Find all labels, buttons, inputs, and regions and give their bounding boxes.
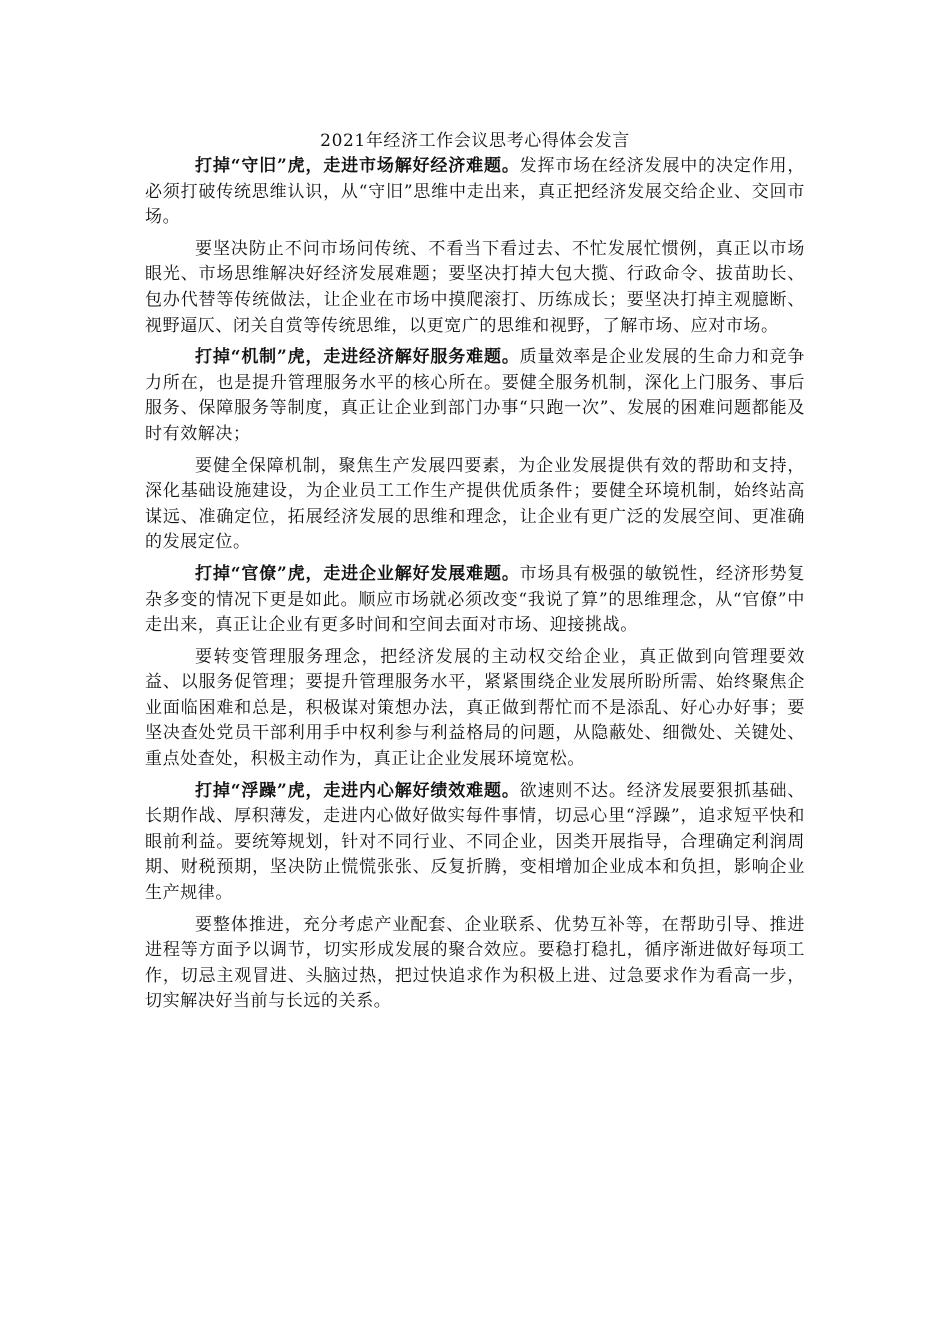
section-1-lead: 发挥市场在经济发展中的决定作用，必须打破传统思维认识，从“守旧”思维中走出来，真正把经济发展交给企业、交回市场。 <box>145 156 805 228</box>
section-1-heading: 打掉“守旧”虎，走进市场解好经济难题。 <box>195 156 520 176</box>
section-2-body: 要健全保障机制，聚焦生产发展四要素，为企业发展提供有效的帮助和支持，深化基础设施建设，为企业员工工作生产提供优质条件；要健全环境机制，始终站高谋远、准确定位，拓展经济发展的思维和理念，让企业有更广泛的发展空间、更准确的发展定位。 <box>145 455 805 553</box>
section-1-lead-paragraph <box>145 154 805 231</box>
section-2-lead: 质量效率是企业发展的生命力和竞争力所在，也是提升管理服务水平的核心所在。要健全服务机制，深化上门服务、事后服务、保障服务等制度，真正让企业到部门办事“只跑一次”、发展的困难问题都能及时有效解决； <box>145 347 805 444</box>
section-2-heading: 打掉“机制”虎，走进经济解好服务难题。 <box>195 347 520 368</box>
section-4-body: 要整体推进，充分考虑产业配套、企业联系、优势互补等，在帮助引导、推进进程等方面予以调节，切实形成发展的聚合效应。要稳打稳扎，循序渐进做好每项工作，切忌主观冒进、头脑过热，把过快追求作为积极上进、过急要求作为看高一步，切实解决好当前与长远的关系。 <box>145 914 805 1012</box>
section-3-lead: 市场具有极强的敏锐性，经济形势复杂多变的情况下更是如此。顺应市场就必须改变“我说了算”的思维理念，从“官僚”中走出来，真正让企业有更多时间和空间去面对市场、迎接挑战。 <box>145 563 805 636</box>
section-3-lead-paragraph <box>145 562 805 639</box>
section-4-lead-paragraph <box>145 779 805 907</box>
section-3-heading: 打掉“官僚”虎，走进企业解好发展难题。 <box>195 563 520 584</box>
section-4-lead: 欲速则不达。经济发展要狠抓基础、长期作战、厚积薄发，走进内心做好做实每件事情，切忌心里“浮躁”，追求短平快和眼前利益。要统筹规划，针对不同行业、不同企业，因类开展指导，合理确定利润周期、财税预期，坚决防止慌慌张张、反复折腾，变相增加企业成本和负担，影响企业生产规律。 <box>145 780 805 904</box>
section-3-body: 要转变管理服务理念，把经济发展的主动权交给企业，真正做到向管理要效益、以服务促管理；要提升管理服务水平，紧紧围绕企业发展所盼所需、始终聚焦企业面临困难和总是，积极谋对策想办法，真正做到帮忙而不是添乱、好心办好事；要坚决查处党员干部利用手中权利参与利益格局的问题，从隐蔽处、细微处、关键处、重点处查处，积极主动作为，真正让企业发展环境宽松。 <box>145 646 805 770</box>
section-2-lead-paragraph <box>145 345 805 447</box>
document-title: 2021年经济工作会议思考心得体会发言 <box>320 131 630 151</box>
section-4-heading: 打掉“浮躁”虎，走进内心解好绩效难题。 <box>195 780 520 801</box>
section-1-body: 要坚决防止不问市场问传统、不看当下看过去、不忙发展忙惯例，真正以市场眼光、市场思维解决好经济发展难题；要坚决打掉大包大揽、行政命令、拔苗助长、包办代替等传统做法，让企业在市场中摸爬滚打、历练成长；要坚决打掉主观臆断、视野逼仄、闭关自赏等传统思维，以更宽广的思维和视野，了解市场、应对市场。 <box>145 238 805 336</box>
document-body <box>145 128 805 1015</box>
